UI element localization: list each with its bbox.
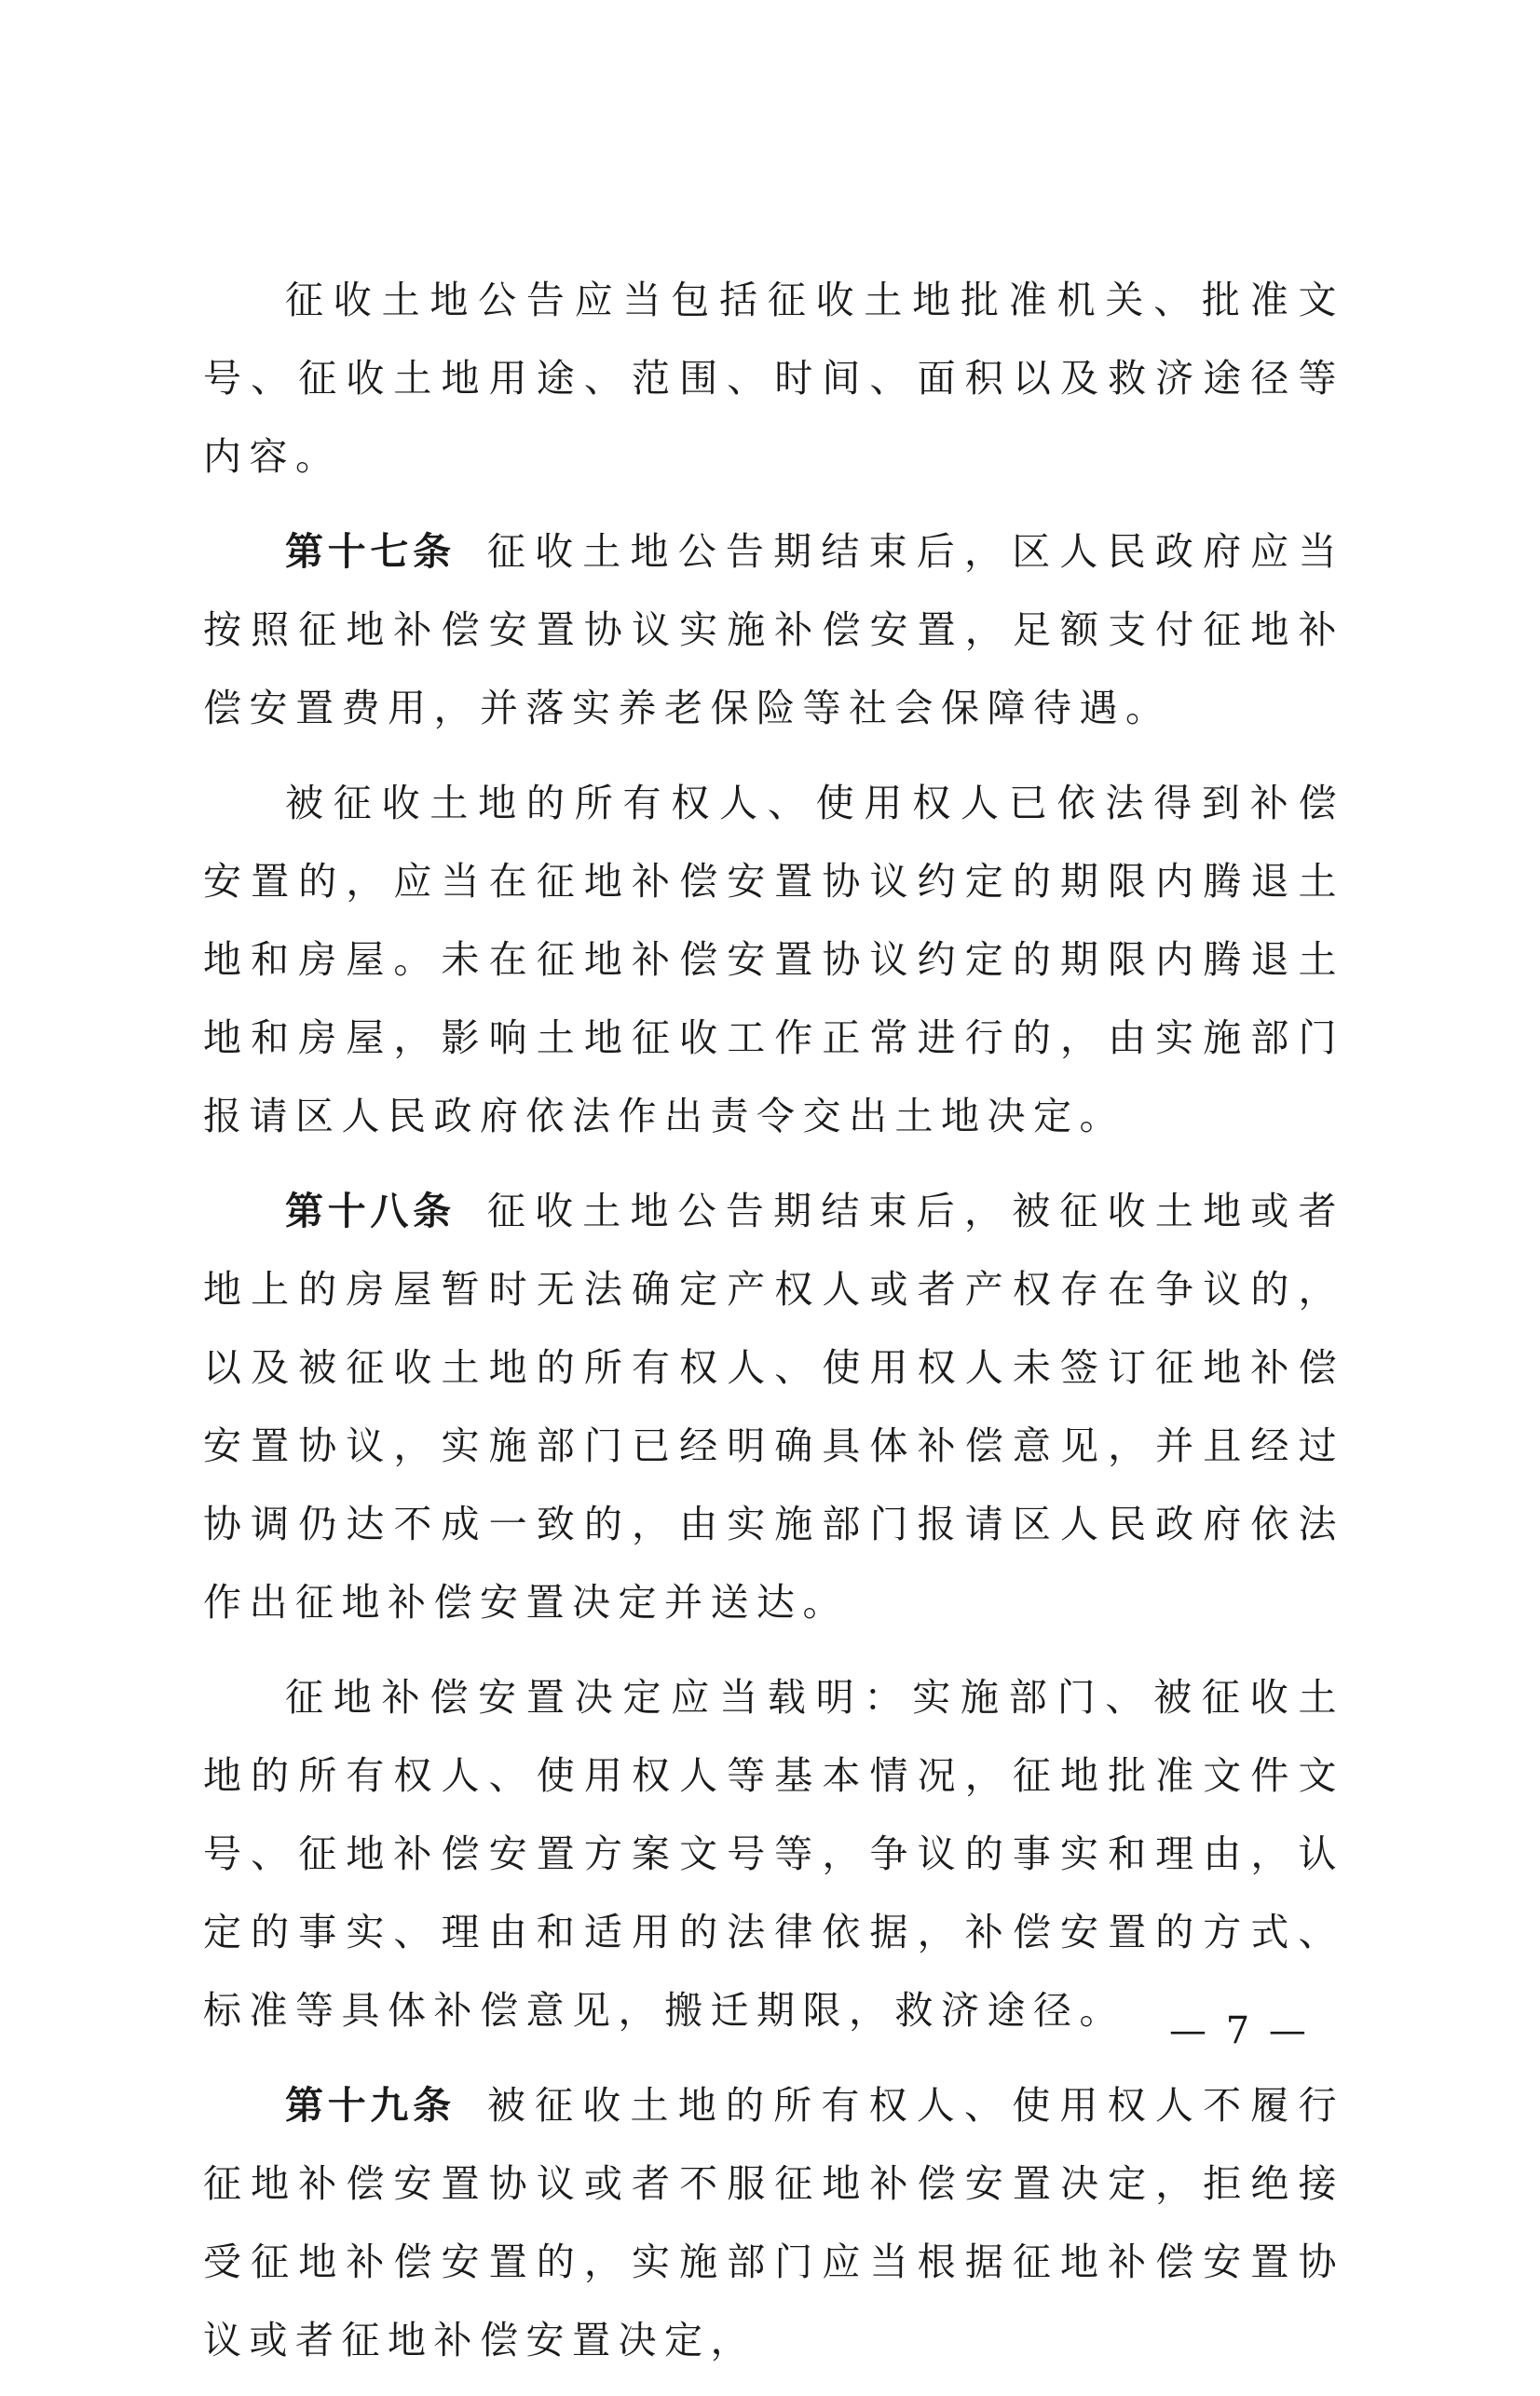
paragraph-text: 被征收土地的所有权人、使用权人已依法得到补偿安置的，应当在征地补偿安置协议约定的期限内腾退土地和房屋。未在征地补偿安置协议约定的期限内腾退土地和房屋，影响土地征收工作正常进行的，由实施部门报请区人民政府依法作出责令交出土地决定。 [203,781,1344,1138]
article-19 [203,2066,1344,2379]
paragraph-text: 征收土地公告期结束后，被征收土地或者地上的房屋暂时无法确定产权人或者产权存在争议的，以及被征收土地的所有权人、使用权人未签订征地补偿安置协议，实施部门已经明确具体补偿意见，并且经过协调仍达不成一致的，由实施部门报请区人民政府依法作出征地补偿安置决定并送达。 [203,1189,1345,1625]
article-18 [203,1172,1344,1641]
paragraph-vacating-land [203,764,1344,1155]
article-heading: 第十九条 [285,2083,456,2128]
article-heading: 第十七条 [285,529,456,574]
paragraph-decision-contents [203,1658,1344,2049]
paragraph-text: 被征收土地的所有权人、使用权人不履行征地补偿安置协议或者不服征地补偿安置决定，拒绝接受征地补偿安置的，实施部门应当根据征地补偿安置协议或者征地补偿安置决定， [203,2083,1345,2362]
article-17 [203,512,1344,747]
paragraph-announcement-content [203,261,1344,496]
paragraph-text: 征收土地公告应当包括征收土地批准机关、批准文号、征收土地用途、范围、时间、面积以及救济途径等内容。 [203,278,1344,479]
article-heading: 第十八条 [285,1189,456,1233]
paragraph-text: 征地补偿安置决定应当载明：实施部门、被征收土地的所有权人、使用权人等基本情况，征地批准文件文号、征地补偿安置方案文号等，争议的事实和理由，认定的事实、理由和适用的法律依据，补偿安置的方式、标准等具体补偿意见，搬迁期限，救济途径。 [203,1675,1344,2033]
document-body [203,261,1344,2396]
paragraph-text: 征收土地公告期结束后，区人民政府应当按照征地补偿安置协议实施补偿安置，足额支付征地补偿安置费用，并落实养老保险等社会保障待遇。 [203,529,1345,730]
page-number: — 7 — [1169,2009,1310,2052]
